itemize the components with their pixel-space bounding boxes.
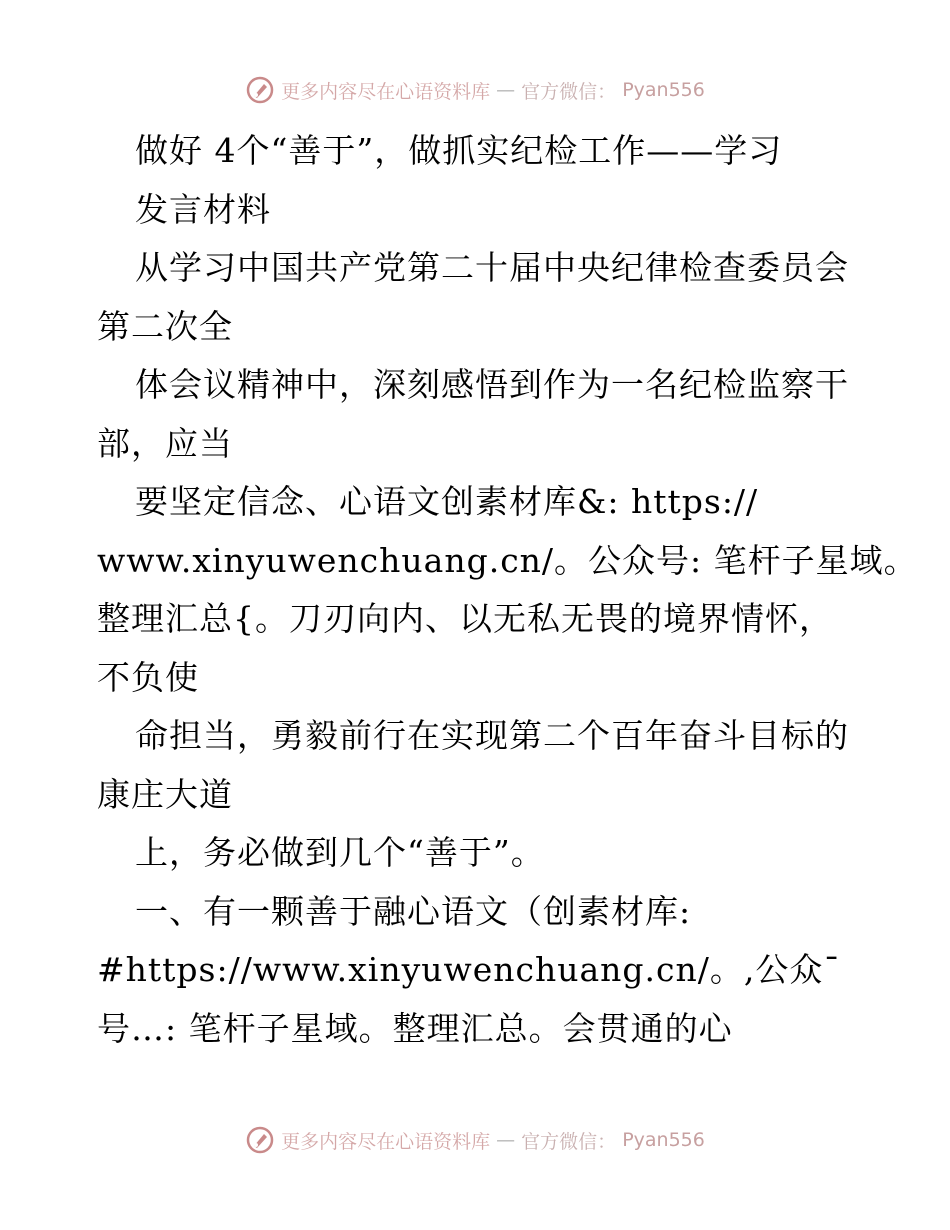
text-line: 从学习中国共产党第二十届中央纪律检查委员会 bbox=[135, 248, 849, 287]
watermark-site-text: 更多内容尽在心语资料库 bbox=[281, 1130, 491, 1153]
text-line: 第二次全 bbox=[97, 306, 233, 346]
text-line: 要坚定信念、心语文创素材库&: https:// bbox=[135, 482, 759, 521]
text-line: 不负使 bbox=[97, 657, 199, 697]
footer-watermark bbox=[0, 1122, 950, 1158]
text-line: 体会议精神中，深刻感悟到作为一名纪检监察干 bbox=[135, 365, 849, 404]
document-body bbox=[97, 122, 918, 1058]
text-line: 部，应当 bbox=[97, 423, 233, 463]
text-line: 发言材料 bbox=[135, 189, 271, 229]
watermark-site-text: 更多内容尽在心语资料库 bbox=[281, 80, 491, 103]
text-line: 整理汇总{。刀刃向内、以无私无畏的境界情怀， bbox=[97, 599, 833, 638]
watermark-wechat-id: Pyan556 bbox=[622, 1129, 705, 1151]
watermark-separator: — bbox=[496, 79, 516, 101]
pen-nib-logo-icon bbox=[245, 1125, 275, 1155]
watermark-wechat-id: Pyan556 bbox=[622, 79, 705, 101]
text-line: 上，务必做到几个“善于”。 bbox=[135, 833, 545, 872]
watermark-official-label: 官方微信： bbox=[521, 1130, 617, 1153]
text-line: 号…: 笔杆子星域。整理汇总。会贯通的心 bbox=[97, 1008, 733, 1048]
text-line: 一、有一颗善于融心语文（创素材库: bbox=[135, 891, 692, 931]
text-line: 命担当，勇毅前行在实现第二个百年奋斗目标的 bbox=[135, 716, 849, 755]
header-watermark bbox=[0, 72, 950, 108]
text-line: www.xinyuwenchuang.cn/。公众号: 笔杆子星域。 bbox=[97, 540, 918, 580]
text-line: 康庄大道 bbox=[97, 774, 233, 814]
watermark-separator: — bbox=[496, 1129, 516, 1151]
text-line: 做好 4个“善于”，做抓实纪检工作——学习 bbox=[135, 131, 783, 170]
pen-nib-logo-icon bbox=[245, 75, 275, 105]
watermark-official-label: 官方微信： bbox=[521, 80, 617, 103]
text-line: #https://www.xinyuwenchuang.cn/。,公众¯ bbox=[97, 950, 841, 989]
